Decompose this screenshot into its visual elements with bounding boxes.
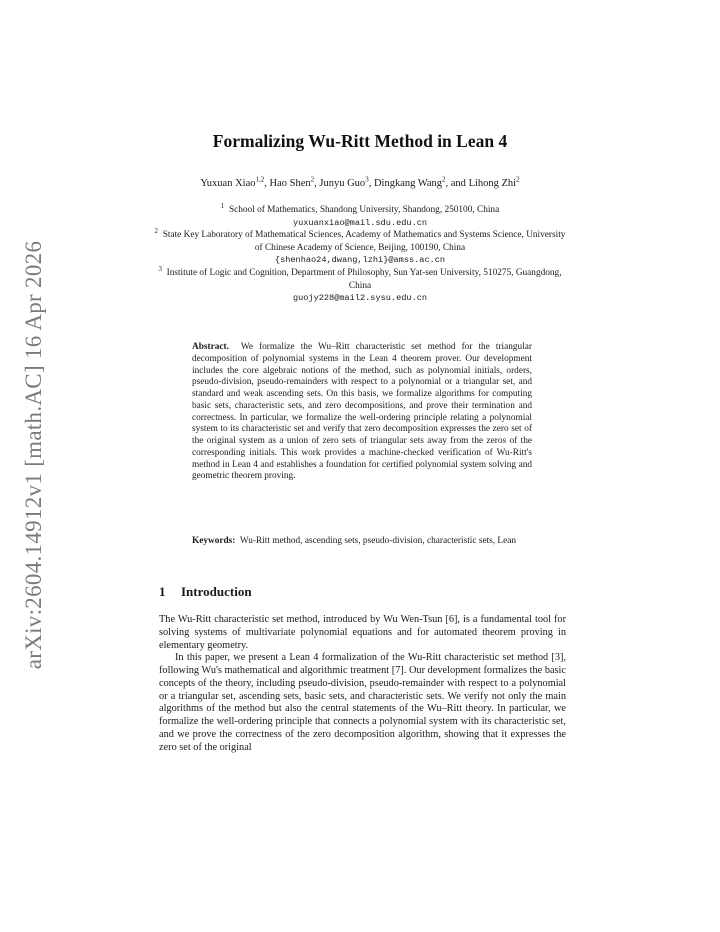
author-list — [0, 175, 720, 189]
affiliation: $^3$ Institute of Logic and Cognition, Department of Philosophy, Sun Yat-sen University, 510275, Guangdong, China guojy228@mail2.sysu.edu.cn — [158, 264, 562, 304]
affiliation: $^2$ State Key Laboratory of Mathematical Sciences, Academy of Mathematics and Systems Science, University of Chinese Academy of Science, Beijing, 100190, China {shenhao24,dwang,lzhi}@amss.ac.cn — [154, 227, 566, 266]
keywords-text: Wu-Ritt method, ascending sets, pseudo-division, characteristic sets, Lean — [239, 536, 517, 546]
paper-title: Formalizing Wu-Ritt Method in Lean 4 — [212, 131, 508, 151]
section-heading — [159, 584, 252, 600]
author-email: guojy228@mail2.sysu.edu.cn — [292, 293, 428, 304]
section-title: Introduction — [181, 584, 252, 599]
arxiv-identifier: arXiv:2604.14912v1 [math.AC] 16 Apr 2026 — [21, 240, 46, 670]
affiliations — [150, 201, 570, 305]
author: Hao Shen$^2$, — [269, 175, 320, 189]
section-number: 1 — [159, 584, 166, 599]
author-email: {shenhao24,dwang,lzhi}@amss.ac.cn — [274, 255, 446, 266]
keywords-label: Keywords: — [192, 536, 236, 546]
author-email: yuxuanxiao@mail.sdu.edu.cn — [292, 217, 428, 228]
paragraph: In this paper, we present a Lean 4 formalization of the Wu-Ritt characteristic set method [3], following Wu's mathematical and algorithmic treatment [7]. Our development formalizes the basic concepts of the theory, including pseudo-division, pseudo-remainder with respect to a polynomial or a triangular set, ascending sets, basic sets, and characteristic sets. We verify not only the main algorithms of the method but also the central statements of the Wu–Ritt theory. In particular, we formalize the well-ordering principle that connects a polynomial system with its characteristic set, and we prove the correctness of the zero decomposition algorithm, showing that it expresses the zero set of the original — [159, 652, 566, 753]
author: Junyu Guo$^3$, — [319, 175, 374, 189]
affiliation: $^1$ School of Mathematics, Shandong University, Shandong, 250100, China yuxuanxiao@mail.sdu.edu.cn — [220, 201, 500, 228]
abstract-text: We formalize the Wu–Ritt characteristic set method for the triangular decomposition of polynomial systems in the Lean 4 theorem prover. Our development includes the core algebraic notions of the method, such as polynomial initials, orders, pseudo-division, pseudo-remainders with respect to a polynomial or a triangular set, and standard and weak ascending sets. On this basis, we formalize algorithms for computing basic sets, characteristic sets, and zero decompositions, and prove their termination and correctness. In particular, we formalize the well-ordering principle relating a polynomial system to its characteristic set and verify that zero decomposition expresses the zero set of the original system as a union of zero sets of triangular sets away from the zeros of the corresponding initials. This work provides a machine-checked verification of Wu-Ritt's method in Lean 4 and establishes a foundation for certified polynomial system solving and geometric theorem proving. — [192, 342, 532, 482]
keywords — [192, 536, 532, 548]
abstract-label: Abstract. — [192, 342, 229, 352]
author: Dingkang Wang$^2$, and — [373, 175, 469, 189]
author: Lihong Zhi$^2$ — [468, 175, 520, 189]
abstract — [192, 342, 532, 483]
author: Yuxuan Xiao$^{1,2}$, — [200, 175, 270, 189]
paragraph: The Wu-Ritt characteristic set method, introduced by Wu Wen-Tsun [6], is a fundamental tool for solving systems of multivariate polynomial equations and for automated theorem proving in elementary geometry. — [159, 614, 566, 651]
section-body — [159, 614, 566, 754]
